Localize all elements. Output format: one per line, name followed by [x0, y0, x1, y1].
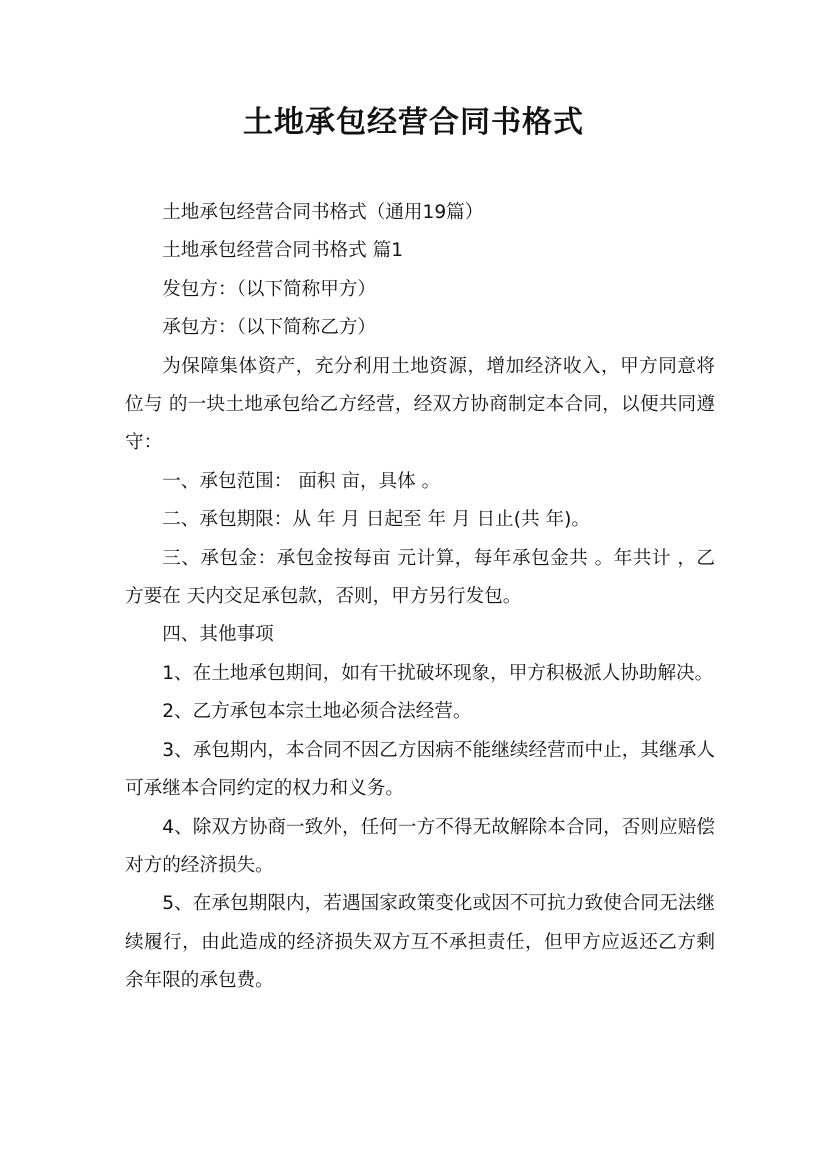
paragraph-item-2: 2、乙方承包本宗土地必须合法经营。	[162, 701, 472, 723]
paragraph-scope: 一、承包范围： 面积 亩，具体 。	[162, 470, 441, 492]
document-title: 土地承包经营合同书格式	[243, 105, 584, 140]
paragraph-party-b: 承包方：（以下简称乙方）	[162, 317, 377, 339]
paragraph-item-4: 4、除双方协商一致外，任何一方不得无故解除本合同，否则应赔偿对方的经济损失。	[125, 816, 715, 876]
paragraph-item-1: 1、在土地承包期间，如有干扰破坏现象，甲方积极派人协助解决。	[162, 662, 714, 684]
paragraph-heading: 土地承包经营合同书格式（通用19篇）	[162, 202, 484, 223]
paragraph-section-title: 土地承包经营合同书格式 篇1	[162, 240, 404, 262]
paragraph-preamble: 为保障集体资产，充分利用土地资源，增加经济收入，甲方同意将位与 的一块土地承包给乙方经营，经双方协商制定本合同，以便共同遵守：	[125, 355, 715, 454]
paragraph-other-matters: 四、其他事项	[162, 624, 274, 646]
paragraph-item-5: 5、在承包期限内，若遇国家政策变化或因不可抗力致使合同无法继续履行，由此造成的经济损失双方互不承担责任，但甲方应返还乙方剩余年限的承包费。	[125, 893, 715, 992]
paragraph-fee: 三、承包金：承包金按每亩 元计算，每年承包金共 。年共计 ，乙方要在 天内交足承包款，否则，甲方另行发包。	[125, 547, 715, 608]
paragraph-party-a: 发包方：（以下简称甲方）	[162, 278, 377, 300]
paragraph-item-3: 3、承包期内，本合同不因乙方因病不能继续经营而中止，其继承人可承继本合同约定的权力和义务。	[125, 739, 715, 800]
paragraph-term: 二、承包期限：从 年 月 日起至 年 月 日止(共 年)。	[162, 509, 590, 531]
document-body	[125, 194, 715, 1001]
